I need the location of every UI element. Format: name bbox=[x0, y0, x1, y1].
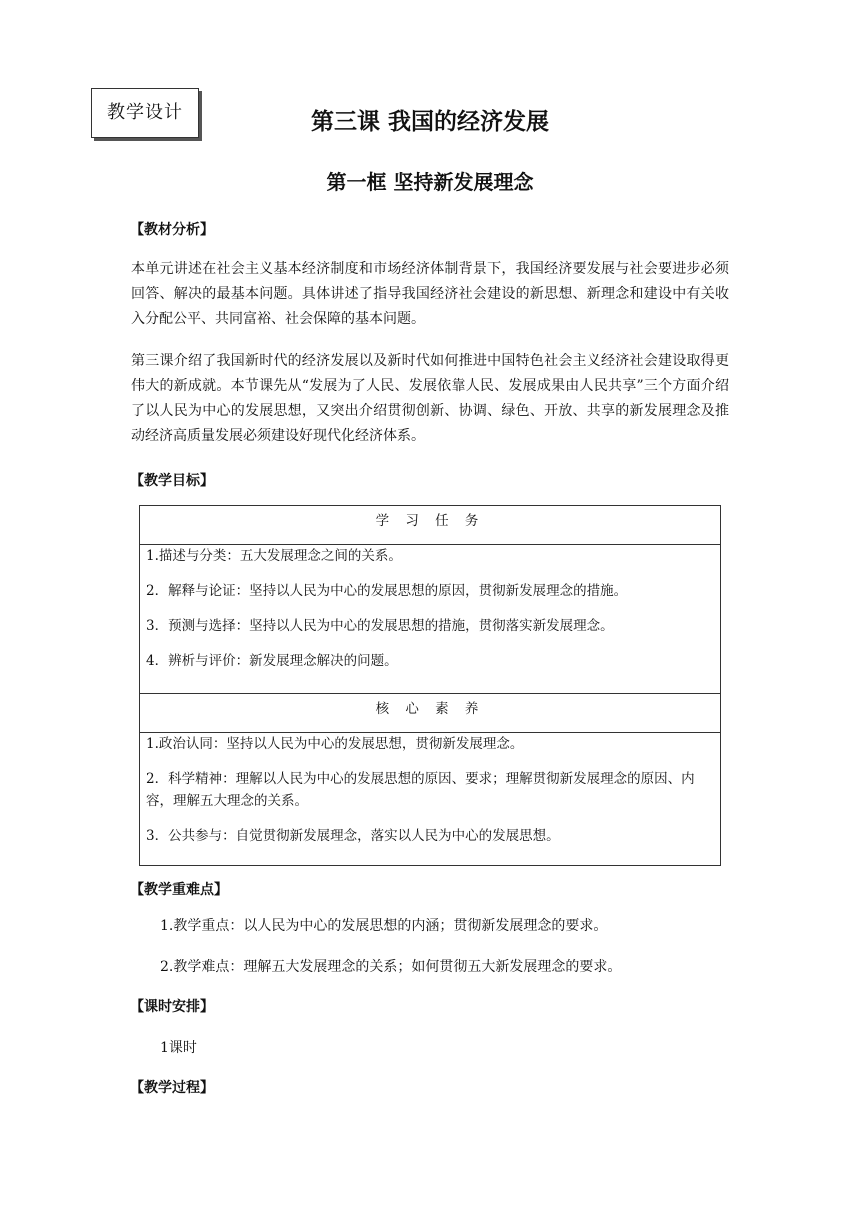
core-item: 3．公共参与：自觉贯彻新发展理念，落实以人民为中心的发展思想。 bbox=[146, 828, 560, 844]
core-item: 1.政治认同：坚持以人民为中心的发展思想，贯彻新发展理念。 bbox=[146, 736, 524, 752]
schedule-text: 1课时 bbox=[160, 1040, 197, 1056]
key-point-item: 2.教学难点：理解五大发展理念的关系；如何贯彻五大新发展理念的要求。 bbox=[160, 959, 622, 975]
objectives-table bbox=[139, 505, 721, 866]
heading-objectives: 【教学目标】 bbox=[130, 473, 214, 489]
analysis-paragraph-1: 本单元讲述在社会主义基本经济制度和市场经济体制背景下，我国经济要发展与社会要进步必须回答、解决的最基本问题。具体讲述了指导我国经济社会建设的新思想、新理念和建设中有关收入分配公平、共同富裕、社会保障的基本问题。 bbox=[131, 261, 729, 327]
lesson-tag-box: 教学设计 bbox=[91, 88, 199, 138]
task-header: 学 习 任 务 bbox=[140, 506, 721, 545]
page-title: 第三课 我国的经济发展 bbox=[310, 109, 549, 135]
core-header: 核 心 素 养 bbox=[140, 694, 721, 733]
heading-schedule: 【课时安排】 bbox=[130, 999, 214, 1015]
analysis-paragraph-2: 第三课介绍了我国新时代的经济发展以及新时代如何推进中国特色社会主义经济社会建设取得更伟大的新成就。本节课先从“发展为了人民、发展依靠人民、发展成果由人民共享”三个方面介绍了以人民为中心的发展思想，又突出介绍贯彻创新、协调、绿色、开放、共享的新发展理念及推动经济高质量发展必须建设好现代化经济体系。 bbox=[131, 353, 729, 444]
task-item: 4．辨析与评价：新发展理念解决的问题。 bbox=[146, 653, 398, 669]
core-cell bbox=[140, 733, 721, 866]
core-item: 2．科学精神：理解以人民为中心的发展思想的原因、要求；理解贯彻新发展理念的原因、内容，理解五大理念的关系。 bbox=[146, 771, 695, 809]
task-item: 1.描述与分类：五大发展理念之间的关系。 bbox=[146, 548, 402, 564]
task-item: 2．解释与论证：坚持以人民为中心的发展思想的原因，贯彻新发展理念的措施。 bbox=[146, 583, 628, 599]
heading-analysis: 【教材分析】 bbox=[130, 222, 214, 238]
page-subtitle: 第一框 坚持新发展理念 bbox=[326, 170, 534, 194]
heading-key-points: 【教学重难点】 bbox=[130, 882, 228, 898]
key-point-item: 1.教学重点：以人民为中心的发展思想的内涵；贯彻新发展理念的要求。 bbox=[160, 918, 608, 934]
heading-process: 【教学过程】 bbox=[130, 1080, 214, 1096]
task-cell bbox=[140, 545, 721, 694]
task-item: 3．预测与选择：坚持以人民为中心的发展思想的措施，贯彻落实新发展理念。 bbox=[146, 618, 614, 634]
